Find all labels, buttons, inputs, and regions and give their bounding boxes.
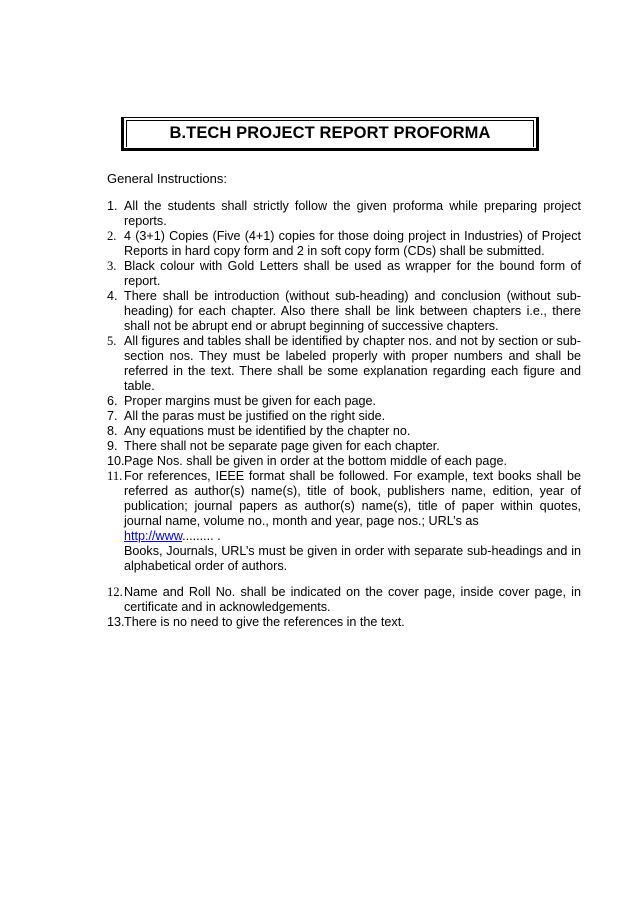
item-number: 3. xyxy=(107,259,117,273)
list-item xyxy=(107,289,581,334)
list-item xyxy=(107,439,581,454)
item-number: 6. xyxy=(107,394,118,408)
item-number: 13. xyxy=(107,615,125,629)
item-text: There is no need to give the references in the text. xyxy=(124,615,405,629)
list-item xyxy=(107,454,581,469)
item-text: Proper margins must be given for each page. xyxy=(124,394,377,408)
link-tail: ......... . xyxy=(182,529,221,543)
list-item xyxy=(107,334,581,394)
item-number: 9. xyxy=(107,439,118,453)
list-item xyxy=(107,394,581,409)
list-item xyxy=(107,259,581,289)
item-number: 8. xyxy=(107,424,118,438)
item-text: 4 (3+1) Copies (Five (4+1) copies for those doing project in Industries) of Project Reports in hard copy form and 2 in soft copy form (CDs) shall be submitted. xyxy=(124,229,581,258)
list-item xyxy=(107,469,581,574)
item-number: 11. xyxy=(107,469,123,483)
list-item xyxy=(107,229,581,259)
references-text: For references, IEEE format shall be followed. For example, text books shall be referred as author(s) name(s), title of book, publishers name, edition, year of publication; journal papers as author(s) name(s), title of paper within quotes, journal name, volume no., month and year, page nos.; URL’s as xyxy=(124,469,581,528)
item-text: All the paras must be justified on the right side. xyxy=(124,409,386,423)
item-text xyxy=(124,469,581,574)
list-item xyxy=(107,424,581,439)
list-item xyxy=(107,199,581,229)
item-number: 4. xyxy=(107,289,118,303)
instructions-list xyxy=(107,199,581,630)
item-text: Any equations must be identified by the chapter no. xyxy=(124,424,411,438)
list-item xyxy=(107,409,581,424)
item-number: 7. xyxy=(107,409,118,423)
item-number: 10. xyxy=(107,454,125,468)
item-text: All figures and tables shall be identified by chapter nos. and not by section or sub-section nos. They must be labeled properly with proper numbers and shall be referred in the text. There shall be some explanation regarding each figure and table. xyxy=(124,334,581,393)
item-number: 2. xyxy=(107,229,117,243)
item-text: There shall not be separate page given for each chapter. xyxy=(124,439,440,453)
item-text: Name and Roll No. shall be indicated on the cover page, inside cover page, in certificate and in acknowledgements. xyxy=(124,585,581,614)
list-item xyxy=(107,585,581,615)
item-text: There shall be introduction (without sub-heading) and conclusion (without sub-heading) for each chapter. Also there shall be link between chapters i.e., there shall not be abrupt end or abrupt beginning of successive chapters. xyxy=(124,289,581,333)
general-instructions-heading: General Instructions: xyxy=(107,171,227,186)
list-item xyxy=(107,615,581,630)
item-number: 5. xyxy=(107,334,117,348)
item-text: Page Nos. shall be given in order at the bottom middle of each page. xyxy=(124,454,507,468)
item-number: 12. xyxy=(107,585,123,599)
item-text: Black colour with Gold Letters shall be used as wrapper for the bound form of report. xyxy=(124,259,581,288)
page-title: B.TECH PROJECT REPORT PROFORMA xyxy=(169,124,491,142)
item-number: 1. xyxy=(107,199,118,213)
title-box xyxy=(121,117,539,151)
references-order-text: Books, Journals, URL’s must be given in order with separate sub-headings and in alphabetical order of authors. xyxy=(124,544,581,573)
url-link[interactable]: http://www xyxy=(124,529,183,543)
item-text: All the students shall strictly follow the given proforma while preparing project reports. xyxy=(124,199,581,228)
